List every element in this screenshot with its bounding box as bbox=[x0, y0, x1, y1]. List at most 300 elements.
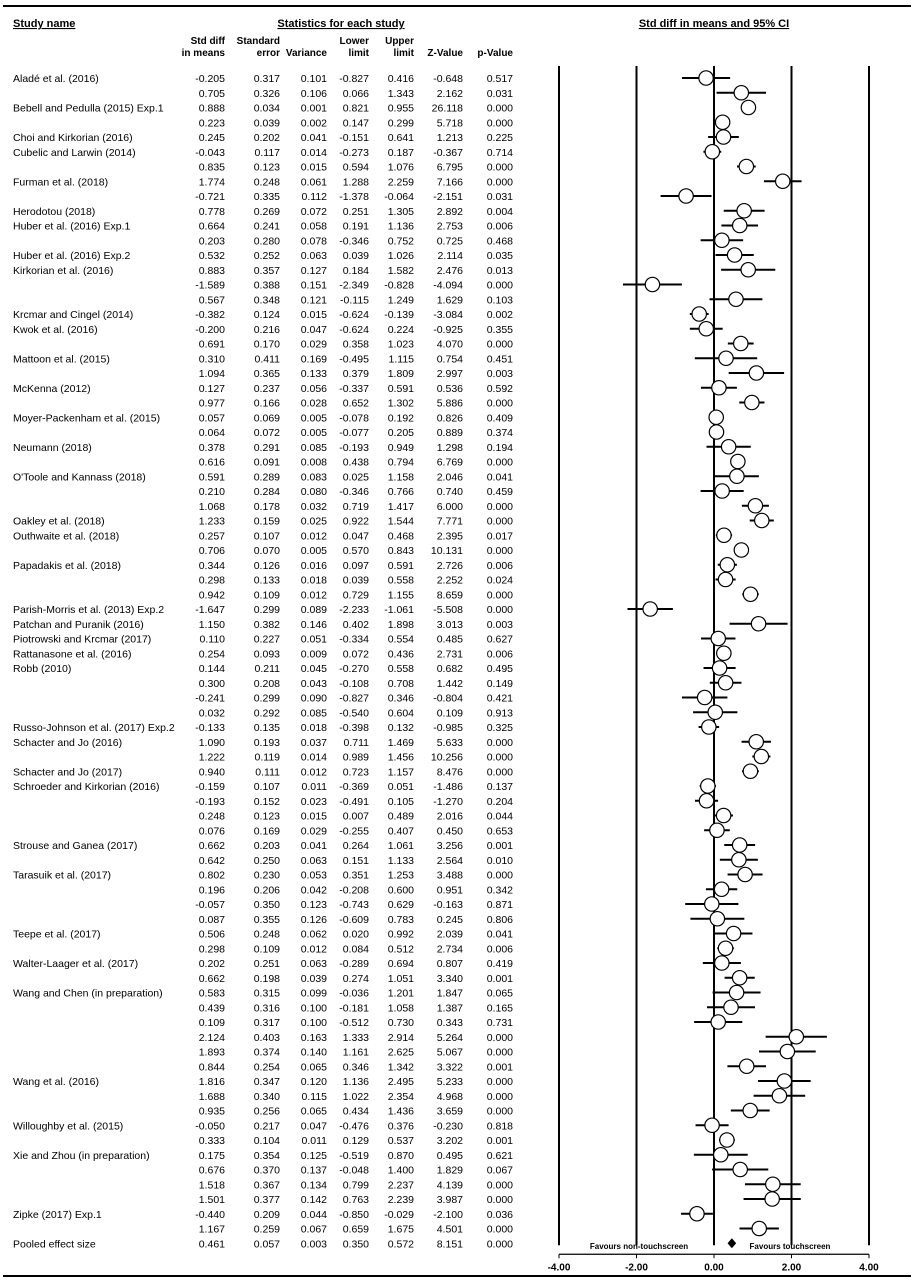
p-value-cell: 0.495 bbox=[486, 663, 513, 675]
std-diff-cell: 0.344 bbox=[198, 559, 225, 572]
standard-error-header: error bbox=[256, 48, 280, 59]
z-value-cell: 2.892 bbox=[436, 205, 463, 218]
study-name: Herodotou (2018) bbox=[13, 205, 96, 218]
lower-limit-cell: 0.346 bbox=[342, 1061, 369, 1074]
p-value-cell: 0.468 bbox=[486, 235, 513, 248]
x-tick-label: -4.00 bbox=[547, 1262, 571, 1274]
z-value-cell: -0.985 bbox=[433, 722, 463, 734]
p-value-cell: 0.001 bbox=[486, 840, 513, 852]
z-value-cell: 2.753 bbox=[436, 220, 463, 233]
lower-limit-cell: -0.151 bbox=[339, 132, 369, 144]
study-name: Wang et al. (2016) bbox=[13, 1076, 99, 1088]
variance-cell: 0.089 bbox=[300, 604, 327, 616]
upper-limit-cell: 0.641 bbox=[387, 132, 414, 144]
effect-marker bbox=[733, 218, 747, 232]
lower-limit-cell: -0.346 bbox=[339, 486, 369, 498]
std-diff-cell: 0.883 bbox=[198, 264, 225, 277]
std-diff-cell: 0.257 bbox=[198, 530, 225, 543]
std-diff-cell: 1.068 bbox=[198, 500, 225, 513]
std-diff-cell: 1.893 bbox=[198, 1046, 225, 1059]
upper-limit-cell: 0.843 bbox=[387, 545, 414, 557]
z-value-cell: -0.648 bbox=[433, 73, 463, 85]
effect-marker bbox=[772, 1089, 786, 1103]
lower-limit-cell: 0.989 bbox=[342, 751, 369, 764]
standard-error-cell: 0.388 bbox=[253, 279, 280, 292]
standard-error-cell: 0.348 bbox=[253, 294, 280, 307]
variance-cell: 0.032 bbox=[300, 500, 327, 513]
z-value-cell: -4.094 bbox=[433, 279, 463, 292]
lower-limit-header: Lower bbox=[339, 36, 369, 47]
standard-error-cell: 0.256 bbox=[253, 1105, 280, 1118]
effect-marker bbox=[702, 720, 716, 734]
study-name: Huber et al. (2016) Exp.1 bbox=[13, 220, 131, 233]
p-value-cell: 0.103 bbox=[486, 294, 513, 307]
effect-marker bbox=[727, 248, 741, 262]
std-diff-cell: 0.888 bbox=[198, 102, 225, 115]
effect-marker bbox=[715, 956, 729, 970]
p-value-cell: 0.871 bbox=[486, 899, 513, 911]
variance-cell: 0.008 bbox=[300, 456, 327, 469]
p-value-cell: 0.000 bbox=[486, 117, 513, 130]
study-name: Schacter and Jo (2016) bbox=[13, 736, 123, 749]
upper-limit-cell: 2.239 bbox=[387, 1194, 414, 1206]
effect-marker bbox=[751, 617, 765, 631]
std-diff-cell: 0.642 bbox=[198, 854, 225, 867]
std-diff-cell: -0.440 bbox=[195, 1208, 225, 1221]
p-value-cell: 0.041 bbox=[486, 471, 513, 484]
lower-limit-cell: -1.378 bbox=[339, 191, 369, 203]
z-value-cell: 8.151 bbox=[436, 1238, 463, 1251]
z-value-cell: 3.659 bbox=[436, 1105, 463, 1118]
std-diff-cell: 0.802 bbox=[198, 869, 225, 882]
variance-cell: 0.009 bbox=[300, 648, 327, 661]
standard-error-cell: 0.237 bbox=[253, 382, 280, 395]
effect-marker bbox=[738, 867, 752, 881]
lower-limit-cell: 0.264 bbox=[342, 840, 369, 852]
z-value-cell: 7.166 bbox=[436, 176, 463, 189]
z-value-cell: 2.162 bbox=[436, 87, 463, 100]
standard-error-cell: 0.039 bbox=[253, 117, 280, 130]
effect-marker bbox=[711, 1015, 725, 1029]
effect-marker bbox=[743, 1103, 757, 1117]
std-diff-header: in means bbox=[181, 48, 225, 59]
variance-cell: 0.047 bbox=[300, 323, 327, 336]
upper-limit-cell: 1.343 bbox=[387, 87, 414, 100]
std-diff-cell: 0.662 bbox=[198, 840, 225, 852]
study-name: Oakley et al. (2018) bbox=[13, 515, 105, 528]
z-value-cell: 3.987 bbox=[436, 1194, 463, 1206]
variance-cell: 0.100 bbox=[300, 1017, 327, 1029]
variance-cell: 0.083 bbox=[300, 471, 327, 484]
std-diff-cell: 0.144 bbox=[198, 663, 225, 675]
effect-marker bbox=[718, 941, 732, 955]
lower-limit-cell: -0.270 bbox=[339, 663, 369, 675]
p-value-cell: 0.000 bbox=[486, 176, 513, 189]
effect-marker bbox=[721, 440, 735, 454]
p-value-cell: 0.044 bbox=[486, 810, 513, 823]
upper-limit-cell: 0.376 bbox=[387, 1120, 414, 1133]
standard-error-cell: 0.280 bbox=[253, 235, 280, 248]
variance-cell: 0.065 bbox=[300, 1061, 327, 1074]
study-name: Furman et al. (2018) bbox=[13, 176, 109, 189]
standard-error-cell: 0.124 bbox=[253, 309, 280, 321]
effect-marker bbox=[749, 366, 763, 380]
variance-cell: 0.163 bbox=[300, 1031, 327, 1044]
p-value-cell: 0.000 bbox=[486, 102, 513, 115]
plot-header: Std diff in means and 95% CI bbox=[638, 18, 790, 30]
lower-limit-cell: -0.491 bbox=[339, 795, 369, 808]
study-table bbox=[13, 73, 513, 1250]
p-value-cell: 0.003 bbox=[486, 618, 513, 631]
effect-marker bbox=[731, 454, 745, 468]
lower-limit-cell: -0.036 bbox=[339, 987, 369, 1000]
z-value-cell: 0.725 bbox=[436, 235, 463, 248]
z-value-cell: 3.488 bbox=[436, 869, 463, 882]
lower-limit-cell: -2.349 bbox=[339, 279, 369, 292]
std-diff-cell: 0.032 bbox=[198, 707, 225, 720]
lower-limit-cell: 0.922 bbox=[342, 515, 369, 528]
upper-limit-cell: 2.914 bbox=[387, 1031, 414, 1044]
effect-marker bbox=[720, 558, 734, 572]
variance-cell: 0.078 bbox=[300, 235, 327, 248]
std-diff-cell: -0.050 bbox=[195, 1120, 225, 1133]
column-headers bbox=[182, 36, 514, 59]
variance-cell: 0.012 bbox=[300, 589, 327, 602]
p-value-cell: 0.006 bbox=[486, 648, 513, 661]
study-name: Neumann (2018) bbox=[13, 441, 92, 454]
effect-marker bbox=[752, 1221, 766, 1235]
upper-limit-cell: 2.354 bbox=[387, 1090, 414, 1103]
variance-cell: 0.169 bbox=[300, 353, 327, 366]
study-name: Mattoon et al. (2015) bbox=[13, 353, 110, 366]
standard-error-cell: 0.072 bbox=[253, 427, 280, 439]
standard-error-cell: 0.216 bbox=[253, 323, 280, 336]
upper-limit-cell: 1.469 bbox=[387, 736, 414, 749]
effect-marker bbox=[690, 1207, 704, 1221]
lower-limit-cell: 0.084 bbox=[342, 943, 369, 956]
standard-error-cell: 0.203 bbox=[253, 840, 280, 852]
std-diff-cell: -0.159 bbox=[195, 781, 225, 793]
z-value-cell: 0.889 bbox=[436, 427, 463, 439]
std-diff-cell: 1.518 bbox=[198, 1179, 225, 1192]
effect-marker bbox=[712, 661, 726, 675]
standard-error-cell: 0.289 bbox=[253, 471, 280, 484]
lower-limit-cell: -0.476 bbox=[339, 1120, 369, 1133]
effect-marker bbox=[699, 794, 713, 808]
lower-limit-cell: 0.274 bbox=[342, 972, 369, 985]
variance-cell: 0.058 bbox=[300, 220, 327, 233]
std-diff-cell: -1.589 bbox=[195, 279, 225, 292]
effect-marker bbox=[692, 307, 706, 321]
std-diff-cell: -0.057 bbox=[195, 899, 225, 911]
std-diff-cell: -0.205 bbox=[195, 73, 225, 85]
lower-limit-cell: -0.398 bbox=[339, 722, 369, 734]
p-value-cell: 0.000 bbox=[486, 456, 513, 469]
study-name: McKenna (2012) bbox=[13, 382, 91, 395]
effect-marker bbox=[699, 322, 713, 336]
variance-cell: 0.005 bbox=[300, 412, 327, 425]
variance-cell: 0.043 bbox=[300, 677, 327, 690]
z-value-cell: 5.264 bbox=[436, 1031, 463, 1044]
std-diff-cell: 0.298 bbox=[198, 574, 225, 587]
std-diff-cell: 0.254 bbox=[198, 648, 225, 661]
standard-error-cell: 0.316 bbox=[253, 1002, 280, 1015]
forest-plot bbox=[548, 66, 880, 1273]
p-value-cell: 0.017 bbox=[486, 530, 513, 543]
upper-limit-cell: 0.870 bbox=[387, 1149, 414, 1162]
std-diff-cell: 1.688 bbox=[198, 1090, 225, 1103]
upper-limit-cell: 1.417 bbox=[387, 500, 414, 513]
variance-cell: 0.134 bbox=[300, 1179, 327, 1192]
z-value-cell: 0.951 bbox=[436, 884, 463, 897]
lower-limit-cell: 0.729 bbox=[342, 589, 369, 602]
lower-limit-cell: -0.743 bbox=[339, 899, 369, 911]
variance-cell: 0.125 bbox=[300, 1149, 327, 1162]
standard-error-cell: 0.109 bbox=[253, 589, 280, 602]
upper-limit-cell: 0.949 bbox=[387, 441, 414, 454]
standard-error-cell: 0.123 bbox=[253, 161, 280, 174]
z-value-cell: 3.340 bbox=[436, 972, 463, 985]
z-value-cell: 0.536 bbox=[436, 382, 463, 395]
p-value-cell: 0.000 bbox=[486, 1046, 513, 1059]
z-value-cell: 0.682 bbox=[436, 663, 463, 675]
variance-cell: 0.056 bbox=[300, 382, 327, 395]
effect-marker bbox=[754, 749, 768, 763]
lower-limit-cell: 0.047 bbox=[342, 530, 369, 543]
z-value-cell: 26.118 bbox=[431, 102, 463, 115]
effect-marker bbox=[734, 336, 748, 350]
z-value-cell: 2.476 bbox=[436, 264, 463, 277]
std-diff-cell: 0.109 bbox=[198, 1017, 225, 1029]
lower-limit-cell: 0.763 bbox=[342, 1194, 369, 1206]
upper-limit-cell: 0.224 bbox=[387, 323, 414, 336]
std-diff-cell: 0.691 bbox=[198, 338, 225, 351]
z-value-cell: 5.067 bbox=[436, 1046, 463, 1059]
z-value-cell: 0.245 bbox=[436, 913, 463, 926]
study-name: Papadakis et al. (2018) bbox=[13, 559, 121, 572]
effect-marker bbox=[717, 528, 731, 542]
effect-marker bbox=[729, 292, 743, 306]
std-diff-cell: 0.076 bbox=[198, 825, 225, 838]
z-value-cell: -1.486 bbox=[433, 781, 463, 793]
z-value-cell: 6.769 bbox=[436, 456, 463, 469]
z-value-cell: 5.886 bbox=[436, 397, 463, 410]
lower-limit-cell: -0.624 bbox=[339, 323, 369, 336]
variance-cell: 0.015 bbox=[300, 810, 327, 823]
z-value-cell: 2.114 bbox=[437, 250, 463, 262]
standard-error-cell: 0.208 bbox=[253, 677, 280, 690]
study-name: Walter-Laager et al. (2017) bbox=[13, 958, 139, 970]
standard-error-cell: 0.354 bbox=[253, 1149, 280, 1162]
effect-marker bbox=[743, 587, 757, 601]
effect-marker bbox=[777, 1074, 791, 1088]
std-diff-cell: 0.110 bbox=[199, 633, 225, 646]
p-value-cell: 0.003 bbox=[486, 368, 513, 380]
upper-limit-cell: 2.625 bbox=[387, 1046, 414, 1059]
standard-error-cell: 0.370 bbox=[253, 1164, 280, 1177]
upper-limit-cell: 0.051 bbox=[387, 781, 414, 793]
upper-limit-cell: 0.955 bbox=[387, 102, 414, 115]
std-diff-cell: 0.705 bbox=[198, 87, 225, 100]
std-diff-cell: -0.721 bbox=[195, 191, 225, 203]
lower-limit-cell: 0.350 bbox=[342, 1238, 369, 1251]
p-value-cell: 0.001 bbox=[486, 1061, 513, 1074]
upper-limit-cell: 0.591 bbox=[387, 559, 414, 572]
std-diff-cell: 0.310 bbox=[198, 353, 225, 366]
upper-limit-cell: 1.582 bbox=[387, 264, 414, 277]
upper-limit-cell: 1.253 bbox=[387, 869, 414, 882]
effect-marker bbox=[780, 1044, 794, 1058]
study-name: Kwok et al. (2016) bbox=[13, 323, 98, 336]
effect-marker bbox=[745, 395, 759, 409]
p-value-cell: 0.000 bbox=[486, 1105, 513, 1118]
variance-cell: 0.047 bbox=[300, 1120, 327, 1133]
pooled-label: Pooled effect size bbox=[13, 1238, 96, 1251]
p-value-cell: 0.000 bbox=[486, 161, 513, 174]
p-value-cell: 0.031 bbox=[486, 87, 513, 100]
z-value-cell: 8.476 bbox=[436, 766, 463, 779]
std-diff-cell: -0.382 bbox=[195, 309, 225, 321]
lower-limit-cell: 0.039 bbox=[342, 250, 369, 262]
upper-limit-cell: 0.416 bbox=[387, 73, 414, 85]
p-value-cell: 0.000 bbox=[486, 545, 513, 557]
lower-limit-cell: 0.821 bbox=[342, 102, 369, 115]
effect-marker bbox=[724, 1000, 738, 1014]
lower-limit-cell: -0.369 bbox=[339, 781, 369, 793]
effect-marker bbox=[645, 277, 659, 291]
effect-marker bbox=[679, 189, 693, 203]
variance-cell: 0.090 bbox=[300, 692, 327, 705]
standard-error-cell: 0.069 bbox=[253, 412, 280, 425]
upper-limit-cell: 1.898 bbox=[387, 618, 414, 631]
standard-error-cell: 0.117 bbox=[254, 146, 280, 159]
study-name-header: Study name bbox=[13, 18, 76, 30]
variance-cell: 0.029 bbox=[300, 825, 327, 838]
p-value-cell: 0.409 bbox=[486, 412, 513, 425]
z-value-cell: 1.629 bbox=[436, 294, 463, 307]
lower-limit-cell: 1.333 bbox=[342, 1031, 369, 1044]
z-value-cell: 3.202 bbox=[436, 1135, 463, 1147]
standard-error-cell: 0.357 bbox=[253, 264, 280, 277]
variance-cell: 0.140 bbox=[300, 1046, 327, 1059]
study-name: Schacter and Jo (2017) bbox=[13, 766, 123, 779]
lower-limit-cell: -0.048 bbox=[339, 1164, 369, 1177]
z-value-cell: 3.322 bbox=[436, 1061, 463, 1074]
lower-limit-cell: 0.097 bbox=[342, 559, 369, 572]
lower-limit-cell: 1.161 bbox=[342, 1046, 369, 1059]
variance-cell: 0.101 bbox=[300, 73, 327, 85]
p-value-cell: 0.000 bbox=[486, 1031, 513, 1044]
p-value-cell: 0.024 bbox=[486, 574, 513, 587]
variance-cell: 0.106 bbox=[300, 87, 327, 100]
lower-limit-cell: 0.659 bbox=[342, 1223, 369, 1236]
standard-error-cell: 0.291 bbox=[253, 441, 280, 454]
upper-limit-cell: 0.489 bbox=[387, 810, 414, 823]
z-value-cell: 1.442 bbox=[436, 677, 463, 690]
variance-cell: 0.015 bbox=[300, 161, 327, 174]
std-diff-cell: 0.057 bbox=[198, 412, 225, 425]
std-diff-cell: 0.591 bbox=[198, 471, 225, 484]
study-name: Outhwaite et al. (2018) bbox=[13, 530, 120, 543]
effect-marker bbox=[789, 1030, 803, 1044]
p-value-cell: 0.459 bbox=[486, 486, 513, 498]
variance-cell: 0.029 bbox=[300, 338, 327, 351]
lower-limit-cell: -0.078 bbox=[339, 412, 369, 425]
upper-limit-cell: 0.105 bbox=[387, 795, 414, 808]
p-value-cell: 0.419 bbox=[486, 958, 513, 970]
p-value-cell: 0.000 bbox=[486, 515, 513, 528]
variance-cell: 0.115 bbox=[301, 1090, 327, 1103]
upper-limit-cell: 0.572 bbox=[387, 1238, 414, 1251]
standard-error-cell: 0.206 bbox=[253, 884, 280, 897]
upper-limit-cell: 1.305 bbox=[387, 205, 414, 218]
lower-limit-cell: -0.273 bbox=[339, 146, 369, 159]
variance-cell: 0.065 bbox=[300, 1105, 327, 1118]
z-value-cell: -0.804 bbox=[433, 692, 463, 705]
std-diff-cell: 0.461 bbox=[198, 1238, 225, 1251]
standard-error-cell: 0.202 bbox=[253, 132, 280, 144]
p-value-cell: 0.621 bbox=[486, 1149, 513, 1162]
upper-limit-cell: -0.828 bbox=[384, 279, 414, 292]
lower-limit-cell: 1.136 bbox=[342, 1076, 369, 1088]
p-value-cell: 0.204 bbox=[486, 795, 513, 808]
p-value-cell: 0.731 bbox=[486, 1017, 513, 1029]
variance-cell: 0.127 bbox=[300, 264, 327, 277]
z-value-cell: 3.013 bbox=[436, 618, 463, 631]
std-diff-cell: 2.124 bbox=[198, 1031, 225, 1044]
upper-limit-cell: 0.512 bbox=[387, 943, 414, 956]
variance-cell: 0.085 bbox=[300, 441, 327, 454]
effect-marker bbox=[710, 912, 724, 926]
std-diff-cell: 0.378 bbox=[198, 441, 225, 454]
upper-limit-cell: 0.299 bbox=[387, 117, 414, 130]
std-diff-cell: -0.133 bbox=[195, 722, 225, 734]
lower-limit-cell: -0.289 bbox=[339, 958, 369, 970]
z-value-cell: 0.807 bbox=[436, 958, 463, 970]
upper-limit-cell: 0.554 bbox=[387, 633, 414, 646]
std-diff-cell: 0.676 bbox=[198, 1164, 225, 1177]
p-value-cell: 0.000 bbox=[486, 766, 513, 779]
variance-cell: 0.039 bbox=[300, 972, 327, 985]
standard-error-cell: 0.248 bbox=[253, 176, 280, 189]
favours-right-label: Favours touchscreen bbox=[749, 1242, 831, 1251]
std-diff-cell: 1.090 bbox=[198, 736, 225, 749]
z-value-cell: 2.726 bbox=[436, 559, 463, 572]
upper-limit-cell: 1.026 bbox=[387, 250, 414, 262]
x-tick-label: 4.00 bbox=[859, 1262, 879, 1274]
lower-limit-cell: 0.799 bbox=[342, 1179, 369, 1192]
standard-error-cell: 0.126 bbox=[253, 559, 280, 572]
effect-marker bbox=[716, 808, 730, 822]
standard-error-cell: 0.284 bbox=[253, 486, 280, 498]
std-diff-cell: 0.333 bbox=[198, 1135, 225, 1147]
lower-limit-cell: -0.208 bbox=[339, 884, 369, 897]
effect-marker bbox=[705, 897, 719, 911]
standard-error-cell: 0.107 bbox=[253, 530, 280, 543]
p-value-cell: 0.137 bbox=[486, 781, 513, 793]
effect-marker bbox=[708, 705, 722, 719]
upper-limit-cell: 1.201 bbox=[387, 987, 414, 1000]
effect-marker bbox=[741, 263, 755, 277]
std-diff-header: Std diff bbox=[190, 36, 225, 47]
std-diff-cell: 1.501 bbox=[198, 1194, 225, 1206]
standard-error-cell: 0.211 bbox=[254, 663, 280, 675]
study-name: Kirkorian et al. (2016) bbox=[13, 264, 114, 277]
p-value-cell: 0.013 bbox=[486, 264, 513, 277]
effect-marker bbox=[734, 86, 748, 100]
standard-error-cell: 0.299 bbox=[253, 604, 280, 616]
effect-marker bbox=[697, 690, 711, 704]
